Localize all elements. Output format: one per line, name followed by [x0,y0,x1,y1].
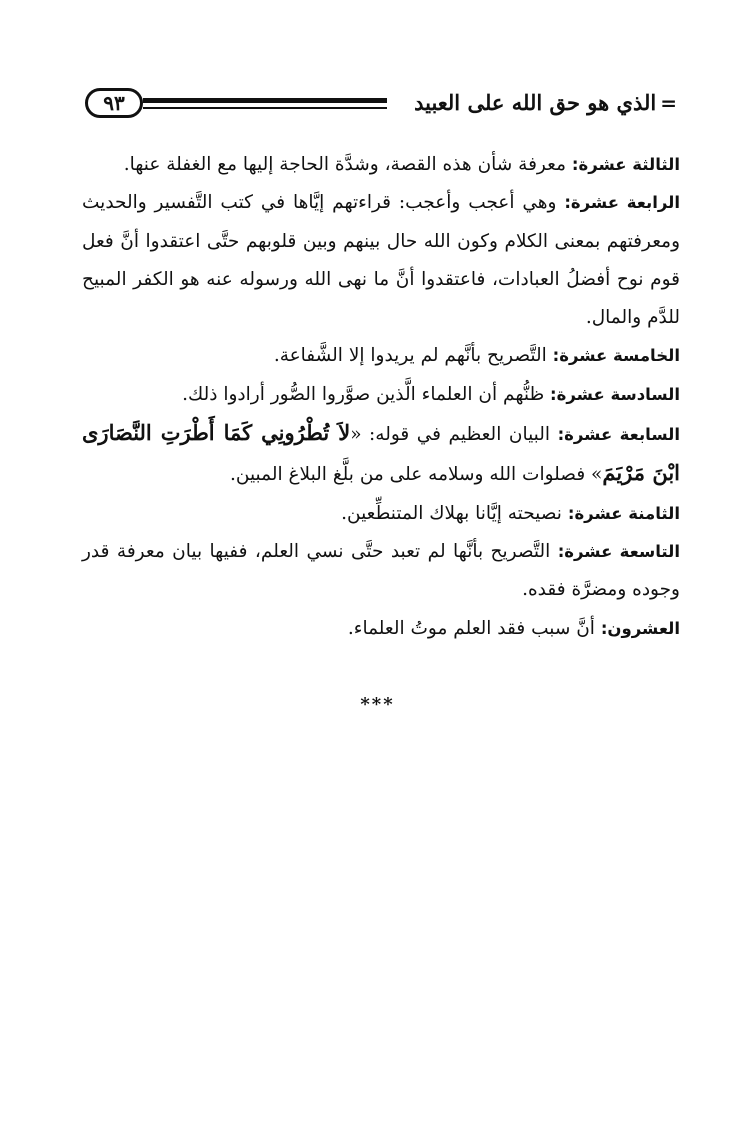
title-dash: = [660,91,677,115]
item-label: التاسعة عشرة: [557,541,680,561]
item-label: السابعة عشرة: [557,425,680,445]
item-text: التَّصريح بأنَّهم لم يريدوا إلا الشَّفاعة. [273,345,553,367]
item-label: السادسة عشرة: [550,384,680,404]
header-rule-thick [143,98,387,103]
item-label: الرابعة عشرة: [564,193,680,213]
list-item [82,184,680,337]
item-text: نصيحته إيَّانا بهلاك المتنطِّعين. [341,502,568,524]
item-label: الثالثة عشرة: [571,155,680,174]
item-text: معرفة شأن هذه القصة، وشدَّة الحاجة إليها مع الغفلة عنها. [123,154,572,175]
hadith-quote: لاَ تُطْرُونِي كَمَا أَطْرَتِ النَّصَارَى ابْنَ مَرْيَمَ [82,420,680,486]
list-item [82,610,680,648]
item-text: البيان العظيم في قوله: « [350,424,558,446]
item-label: الثامنة عشرة: [567,503,680,523]
item-text: ظنُّهم أن العلماء الَّذين صوَّروا الصُّور أرادوا ذلك. [182,383,551,405]
list-item [82,533,680,610]
item-label: العشرون: [600,618,680,638]
item-text: وهي أعجب وأعجب: قراءتهم إيَّاها في كتب التَّفسير والحديث ومعرفتهم بمعنى الكلام وكون الله حال بينهم وبين قلوبهم حتَّى اعتقدوا أنَّ فعل قوم نوح أفضلُ العبادات، فاعتقدوا أنَّ ما نهى الله ورسوله عنه هو الكفر المبيح للدَّم والمال. [82,192,680,329]
running-title [387,86,677,120]
item-text: التَّصريح بأنَّها لم تعبد حتَّى نسي العلم، ففيها بيان معرفة قدر وجوده ومضرَّة فقده. [82,540,680,601]
item-label: الخامسة عشرة: [552,346,680,366]
page-body [82,146,680,648]
list-item [82,146,680,184]
running-title-text: الذي هو حق الله على العبيد [414,90,657,115]
section-separator: *** [360,694,395,715]
page-number: ٩٣ [85,88,143,118]
item-text: أنَّ سبب فقد العلم موتُ العلماء. [347,617,601,639]
header-rule-thin [143,107,387,109]
page-header [85,86,677,122]
list-item [82,376,680,414]
list-item [82,414,680,495]
item-text: » فصلوات الله وسلامه على من بلَّغ البلاغ المبين. [230,464,603,486]
list-item [82,495,680,533]
list-item [82,337,680,375]
